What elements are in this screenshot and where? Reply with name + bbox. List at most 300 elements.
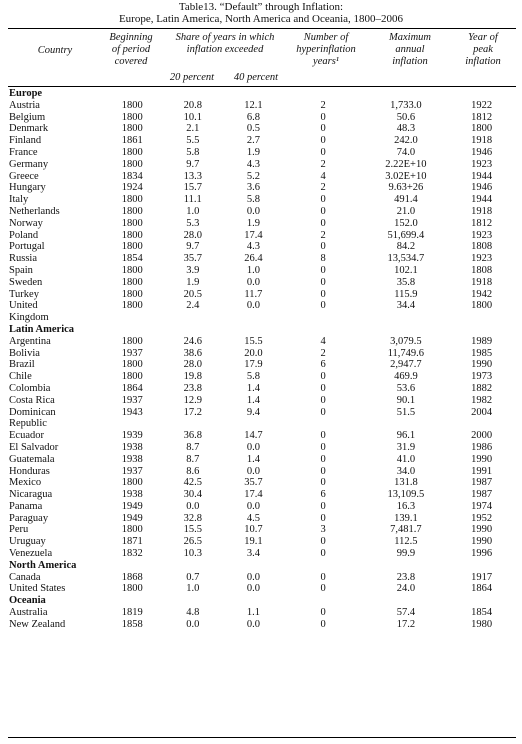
share-40-cell: 1.4 xyxy=(246,453,260,465)
country-cell: France xyxy=(9,146,38,158)
hyperinflation-cell: 0 xyxy=(320,111,326,123)
begin-cell: 1949 xyxy=(121,512,143,524)
share-20-cell xyxy=(163,312,224,324)
header-maximum-line: inflation xyxy=(392,56,428,67)
begin-cell: 1938 xyxy=(121,489,143,501)
share-20-cell: 15.7 xyxy=(183,182,202,194)
begin-cell: 1864 xyxy=(121,382,143,394)
table-row xyxy=(9,218,514,230)
begin-cell: 1800 xyxy=(121,229,143,241)
share-40-cell: 9.4 xyxy=(246,406,260,418)
peak-year-cell: 1917 xyxy=(471,571,493,583)
share-20-cell: 1.0 xyxy=(186,583,200,595)
table-row xyxy=(9,466,514,478)
header-share xyxy=(163,32,287,56)
header-share-line: inflation exceeded xyxy=(186,44,264,55)
share-40-cell xyxy=(223,418,284,430)
max-inflation-cell: 41.0 xyxy=(396,453,416,465)
peak-year-cell: 1996 xyxy=(471,548,493,560)
country-cell: Peru xyxy=(9,524,29,536)
peak-year-cell: 1854 xyxy=(471,607,493,619)
table-row xyxy=(9,348,514,360)
max-inflation-cell: 84.2 xyxy=(396,241,416,253)
header-peak-year xyxy=(452,32,514,68)
share-40-cell: 0.0 xyxy=(246,300,260,312)
share-40-cell: 4.5 xyxy=(246,512,260,524)
max-inflation-cell: 34.4 xyxy=(396,300,416,312)
hyperinflation-cell: 0 xyxy=(320,146,326,158)
table-row xyxy=(9,407,514,419)
share-20-cell: 5.3 xyxy=(186,217,200,229)
table-row xyxy=(9,513,514,525)
begin-cell: 1868 xyxy=(121,571,143,583)
table-row xyxy=(9,607,514,619)
share-20-cell: 4.8 xyxy=(186,607,200,619)
share-20-cell: 0.0 xyxy=(186,500,200,512)
share-20-cell: 32.8 xyxy=(183,512,202,524)
header-hyper-line: hyperinflation xyxy=(296,44,356,55)
country-cell: Uruguay xyxy=(9,536,46,548)
country-cell: Australia xyxy=(9,607,48,619)
hyperinflation-cell: 0 xyxy=(320,123,326,135)
share-20-cell: 0.7 xyxy=(186,571,200,583)
begin-cell: 1939 xyxy=(121,430,143,442)
table-row xyxy=(9,548,514,560)
country-cell: Netherlands xyxy=(9,205,60,217)
share-40-cell: 4.3 xyxy=(246,158,260,170)
peak-year-cell: 2000 xyxy=(471,430,493,442)
share-40-cell: 0.5 xyxy=(246,123,260,135)
header-maximum-line: Maximum xyxy=(389,32,431,43)
peak-year-cell: 1923 xyxy=(471,158,493,170)
share-20-cell: 26.5 xyxy=(183,536,202,548)
table-row xyxy=(9,171,514,183)
share-40-cell: 5.2 xyxy=(246,170,260,182)
begin-cell: 1800 xyxy=(121,288,143,300)
share-40-cell: 4.3 xyxy=(246,241,260,253)
table-row xyxy=(9,241,514,253)
share-20-cell: 8.7 xyxy=(186,453,200,465)
hyperinflation-cell: 0 xyxy=(320,571,326,583)
hyperinflation-cell: 0 xyxy=(320,276,326,288)
table-row xyxy=(9,454,514,466)
country-cell: United States xyxy=(9,583,66,595)
share-40-cell: 19.1 xyxy=(244,536,263,548)
peak-year-cell: 1882 xyxy=(471,382,493,394)
begin-cell: 1800 xyxy=(121,477,143,489)
header-beginning-line: Beginning xyxy=(109,32,153,43)
peak-year-cell: 1986 xyxy=(471,441,493,453)
country-cell: Paraguay xyxy=(9,512,49,524)
max-inflation-cell: 13,534.7 xyxy=(387,253,425,265)
max-inflation-cell xyxy=(362,418,449,430)
share-20-cell: 28.0 xyxy=(183,359,202,371)
max-inflation-cell: 51,699.4 xyxy=(387,229,425,241)
share-40-cell: 14.7 xyxy=(244,430,263,442)
table-row xyxy=(9,147,514,159)
table-row xyxy=(9,230,514,242)
share-40-cell: 5.8 xyxy=(246,371,260,383)
table-row xyxy=(9,206,514,218)
share-20-cell: 20.5 xyxy=(183,288,202,300)
share-20-cell: 12.9 xyxy=(183,394,202,406)
header-peak-line: peak xyxy=(473,44,493,55)
share-20-cell: 11.1 xyxy=(183,194,202,206)
hyperinflation-cell: 0 xyxy=(320,465,326,477)
country-cell: Brazil xyxy=(9,359,35,371)
peak-year-cell: 1980 xyxy=(471,618,493,630)
header-peak-line: Year of xyxy=(468,32,498,43)
share-20-cell: 5.8 xyxy=(186,146,200,158)
table-body xyxy=(9,88,514,631)
max-inflation-cell: 242.0 xyxy=(394,135,418,147)
begin-cell: 1800 xyxy=(121,276,143,288)
table-row xyxy=(9,383,514,395)
country-cell: United xyxy=(9,300,38,312)
hyperinflation-cell: 0 xyxy=(320,607,326,619)
country-cell: Norway xyxy=(9,217,43,229)
table-row xyxy=(9,123,514,135)
peak-year-cell: 1864 xyxy=(471,583,493,595)
peak-year-cell: 1987 xyxy=(471,477,493,489)
max-inflation-cell: 102.1 xyxy=(394,264,418,276)
country-cell: Hungary xyxy=(9,182,46,194)
region-heading-row xyxy=(9,324,514,336)
hyperinflation-cell: 0 xyxy=(320,371,326,383)
peak-year-cell xyxy=(449,418,514,430)
begin-cell xyxy=(102,418,163,430)
peak-year-cell: 1812 xyxy=(471,217,493,229)
begin-cell: 1800 xyxy=(121,111,143,123)
share-20-cell: 30.4 xyxy=(183,489,202,501)
begin-cell: 1854 xyxy=(121,253,143,265)
hyperinflation-cell: 0 xyxy=(320,453,326,465)
share-40-cell: 0.0 xyxy=(246,571,260,583)
top-rule xyxy=(8,28,516,29)
peak-year-cell: 1800 xyxy=(471,300,493,312)
table-row xyxy=(9,312,514,324)
header-share-40-label: 40 percent xyxy=(233,72,279,83)
share-20-cell: 24.6 xyxy=(183,335,202,347)
table-row xyxy=(9,477,514,489)
hyperinflation-cell: 0 xyxy=(320,583,326,595)
hyperinflation-cell xyxy=(284,312,363,324)
country-cell: El Salvador xyxy=(9,441,59,453)
max-inflation-cell: 23.8 xyxy=(396,571,416,583)
peak-year-cell: 1922 xyxy=(471,99,493,111)
hyperinflation-cell: 0 xyxy=(320,135,326,147)
hyperinflation-cell: 3 xyxy=(320,524,326,536)
begin-cell: 1800 xyxy=(121,300,143,312)
share-20-cell: 19.8 xyxy=(183,371,202,383)
peak-year-cell: 1989 xyxy=(471,335,493,347)
country-cell: Panama xyxy=(9,500,43,512)
max-inflation-cell xyxy=(362,312,449,324)
begin-cell: 1943 xyxy=(121,406,143,418)
max-inflation-cell: 3,079.5 xyxy=(390,335,422,347)
peak-year-cell: 1923 xyxy=(471,229,493,241)
share-40-cell: 35.7 xyxy=(244,477,263,489)
table-row xyxy=(9,159,514,171)
hyperinflation-cell: 2 xyxy=(320,347,326,359)
table-row xyxy=(9,300,514,312)
share-20-cell: 8.7 xyxy=(186,441,200,453)
share-40-cell: 17.4 xyxy=(244,229,263,241)
peak-year-cell: 1918 xyxy=(471,205,493,217)
share-20-cell: 9.7 xyxy=(186,241,200,253)
hyperinflation-cell: 0 xyxy=(320,406,326,418)
share-40-cell: 0.0 xyxy=(246,500,260,512)
hyperinflation-cell: 0 xyxy=(320,430,326,442)
country-cell: Chile xyxy=(9,371,32,383)
share-40-cell xyxy=(223,312,284,324)
inflation-table xyxy=(9,88,514,631)
share-20-cell: 38.6 xyxy=(183,347,202,359)
begin-cell: 1800 xyxy=(121,99,143,111)
max-inflation-cell: 48.3 xyxy=(396,123,416,135)
max-inflation-cell: 491.4 xyxy=(394,194,418,206)
hyperinflation-cell: 0 xyxy=(320,205,326,217)
country-cell: Argentina xyxy=(9,335,51,347)
country-cell: Honduras xyxy=(9,465,50,477)
begin-cell: 1938 xyxy=(121,453,143,465)
table-row xyxy=(9,336,514,348)
share-20-cell: 2.1 xyxy=(186,123,200,135)
share-20-cell: 3.9 xyxy=(186,264,200,276)
max-inflation-cell: 131.8 xyxy=(394,477,418,489)
peak-year-cell: 1923 xyxy=(471,253,493,265)
max-inflation-cell: 21.0 xyxy=(396,205,416,217)
country-cell: Turkey xyxy=(9,288,39,300)
hyperinflation-cell: 0 xyxy=(320,618,326,630)
table-row xyxy=(9,371,514,383)
header-country xyxy=(9,45,101,57)
begin-cell: 1800 xyxy=(121,524,143,536)
begin-cell: 1800 xyxy=(121,217,143,229)
begin-cell xyxy=(102,312,163,324)
table-row xyxy=(9,194,514,206)
table-row xyxy=(9,182,514,194)
title-line-2: Europe, Latin America, North America and Oceania, 1800–2006 xyxy=(118,13,404,25)
peak-year-cell: 2004 xyxy=(471,406,493,418)
share-40-cell: 20.0 xyxy=(244,347,263,359)
share-20-cell: 10.1 xyxy=(183,111,202,123)
hyperinflation-cell: 0 xyxy=(320,217,326,229)
share-20-cell: 15.5 xyxy=(183,524,202,536)
header-share-20-label: 20 percent xyxy=(169,72,215,83)
share-40-cell: 26.4 xyxy=(244,253,263,265)
header-hyper-line: Number of xyxy=(303,32,349,43)
region-heading: Oceania xyxy=(9,595,46,607)
table-row xyxy=(9,572,514,584)
peak-year-cell: 1918 xyxy=(471,276,493,288)
hyperinflation-cell: 0 xyxy=(320,394,326,406)
share-40-cell: 10.7 xyxy=(244,524,263,536)
region-heading-row xyxy=(9,560,514,572)
hyperinflation-cell: 0 xyxy=(320,241,326,253)
country-cell: Belgium xyxy=(9,111,46,123)
max-inflation-cell: 112.5 xyxy=(394,536,418,548)
max-inflation-cell: 17.2 xyxy=(396,618,416,630)
peak-year-cell: 1982 xyxy=(471,394,493,406)
country-cell: Dominican xyxy=(9,406,56,418)
hyperinflation-cell: 0 xyxy=(320,382,326,394)
begin-cell: 1800 xyxy=(121,359,143,371)
country-cell: New Zealand xyxy=(9,618,66,630)
peak-year-cell: 1812 xyxy=(471,111,493,123)
hyperinflation-cell: 6 xyxy=(320,359,326,371)
header-share-20 xyxy=(161,72,223,83)
max-inflation-cell: 1,733.0 xyxy=(390,99,422,111)
peak-year-cell: 1990 xyxy=(471,524,493,536)
share-40-cell: 3.6 xyxy=(246,182,260,194)
begin-cell: 1871 xyxy=(121,536,143,548)
table-row xyxy=(9,418,514,430)
header-maximum xyxy=(368,32,452,68)
header-maximum-line: annual xyxy=(395,44,425,55)
begin-cell: 1800 xyxy=(121,241,143,253)
peak-year-cell: 1990 xyxy=(471,359,493,371)
hyperinflation-cell: 8 xyxy=(320,253,326,265)
share-20-cell: 5.5 xyxy=(186,135,200,147)
begin-cell: 1800 xyxy=(121,123,143,135)
begin-cell: 1800 xyxy=(121,264,143,276)
share-40-cell: 0.0 xyxy=(246,465,260,477)
share-20-cell: 36.8 xyxy=(183,430,202,442)
country-cell: Germany xyxy=(9,158,49,170)
begin-cell: 1937 xyxy=(121,394,143,406)
table-row xyxy=(9,501,514,513)
share-40-cell: 17.4 xyxy=(244,489,263,501)
country-cell: Colombia xyxy=(9,382,51,394)
hyperinflation-cell: 2 xyxy=(320,182,326,194)
share-20-cell: 10.3 xyxy=(183,548,202,560)
bottom-rule xyxy=(8,737,516,738)
share-20-cell: 17.2 xyxy=(183,406,202,418)
begin-cell: 1937 xyxy=(121,347,143,359)
country-cell: Poland xyxy=(9,229,39,241)
country-cell: Greece xyxy=(9,170,39,182)
table-row xyxy=(9,265,514,277)
hyperinflation-cell: 2 xyxy=(320,229,326,241)
begin-cell: 1938 xyxy=(121,441,143,453)
hyperinflation-cell: 6 xyxy=(320,489,326,501)
header-rule xyxy=(8,86,516,87)
max-inflation-cell: 51.5 xyxy=(396,406,416,418)
max-inflation-cell: 139.1 xyxy=(394,512,418,524)
max-inflation-cell: 13,109.5 xyxy=(387,489,425,501)
max-inflation-cell: 2.22E+10 xyxy=(385,158,427,170)
title-line-1: Table13. “Default” through Inflation: xyxy=(178,1,344,13)
hyperinflation-cell: 0 xyxy=(320,441,326,453)
share-40-cell: 0.0 xyxy=(246,205,260,217)
max-inflation-cell: 11,749.6 xyxy=(387,347,425,359)
hyperinflation-cell: 0 xyxy=(320,512,326,524)
peak-year-cell: 1946 xyxy=(471,182,493,194)
share-40-cell: 0.0 xyxy=(246,583,260,595)
peak-year-cell: 1973 xyxy=(471,371,493,383)
table-row xyxy=(9,277,514,289)
region-heading-row xyxy=(9,88,514,100)
country-cell: Finland xyxy=(9,135,42,147)
table-row xyxy=(9,583,514,595)
country-cell: Bolivia xyxy=(9,347,40,359)
share-40-cell: 1.9 xyxy=(246,217,260,229)
share-20-cell: 23.8 xyxy=(183,382,202,394)
share-40-cell: 3.4 xyxy=(246,548,260,560)
header-share-line: Share of years in which xyxy=(175,32,275,43)
country-cell: Denmark xyxy=(9,123,49,135)
hyperinflation-cell: 0 xyxy=(320,264,326,276)
header-share-40 xyxy=(225,72,287,83)
country-cell: Canada xyxy=(9,571,41,583)
table-row xyxy=(9,135,514,147)
table-row xyxy=(9,442,514,454)
share-20-cell: 8.6 xyxy=(186,465,200,477)
peak-year-cell: 1944 xyxy=(471,170,493,182)
share-40-cell: 1.1 xyxy=(246,607,260,619)
table-row xyxy=(9,100,514,112)
table-row xyxy=(9,289,514,301)
share-40-cell: 1.9 xyxy=(246,146,260,158)
peak-year-cell: 1991 xyxy=(471,465,493,477)
begin-cell: 1800 xyxy=(121,158,143,170)
share-40-cell: 2.7 xyxy=(246,135,260,147)
max-inflation-cell: 16.3 xyxy=(396,500,416,512)
max-inflation-cell: 2,947.7 xyxy=(390,359,422,371)
country-cell: Italy xyxy=(9,194,29,206)
share-40-cell: 6.8 xyxy=(246,111,260,123)
max-inflation-cell: 35.8 xyxy=(396,276,416,288)
begin-cell: 1800 xyxy=(121,335,143,347)
max-inflation-cell: 96.1 xyxy=(396,430,416,442)
table-row xyxy=(9,430,514,442)
begin-cell: 1800 xyxy=(121,146,143,158)
table-row xyxy=(9,536,514,548)
hyperinflation-cell: 0 xyxy=(320,288,326,300)
hyperinflation-cell: 0 xyxy=(320,536,326,548)
share-40-cell: 0.0 xyxy=(246,276,260,288)
max-inflation-cell: 9.63+26 xyxy=(388,182,424,194)
table-row xyxy=(9,253,514,265)
peak-year-cell: 1952 xyxy=(471,512,493,524)
region-heading: North America xyxy=(9,559,77,571)
country-cell: Portugal xyxy=(9,241,45,253)
share-40-cell: 0.0 xyxy=(246,618,260,630)
region-heading-row xyxy=(9,595,514,607)
share-20-cell: 9.7 xyxy=(186,158,200,170)
hyperinflation-cell: 4 xyxy=(320,335,326,347)
peak-year-cell: 1946 xyxy=(471,146,493,158)
max-inflation-cell: 99.9 xyxy=(396,548,416,560)
country-cell: Nicaragua xyxy=(9,489,53,501)
max-inflation-cell: 74.0 xyxy=(396,146,416,158)
max-inflation-cell: 469.9 xyxy=(394,371,418,383)
peak-year-cell: 1974 xyxy=(471,500,493,512)
peak-year-cell: 1990 xyxy=(471,536,493,548)
peak-year-cell: 1942 xyxy=(471,288,493,300)
country-cell: Austria xyxy=(9,99,40,111)
begin-cell: 1861 xyxy=(121,135,143,147)
begin-cell: 1834 xyxy=(121,170,143,182)
share-20-cell: 20.8 xyxy=(183,99,202,111)
hyperinflation-cell: 0 xyxy=(320,300,326,312)
peak-year-cell: 1808 xyxy=(471,264,493,276)
country-cell: Mexico xyxy=(9,477,42,489)
begin-cell: 1858 xyxy=(121,618,143,630)
begin-cell: 1800 xyxy=(121,205,143,217)
table-row xyxy=(9,395,514,407)
